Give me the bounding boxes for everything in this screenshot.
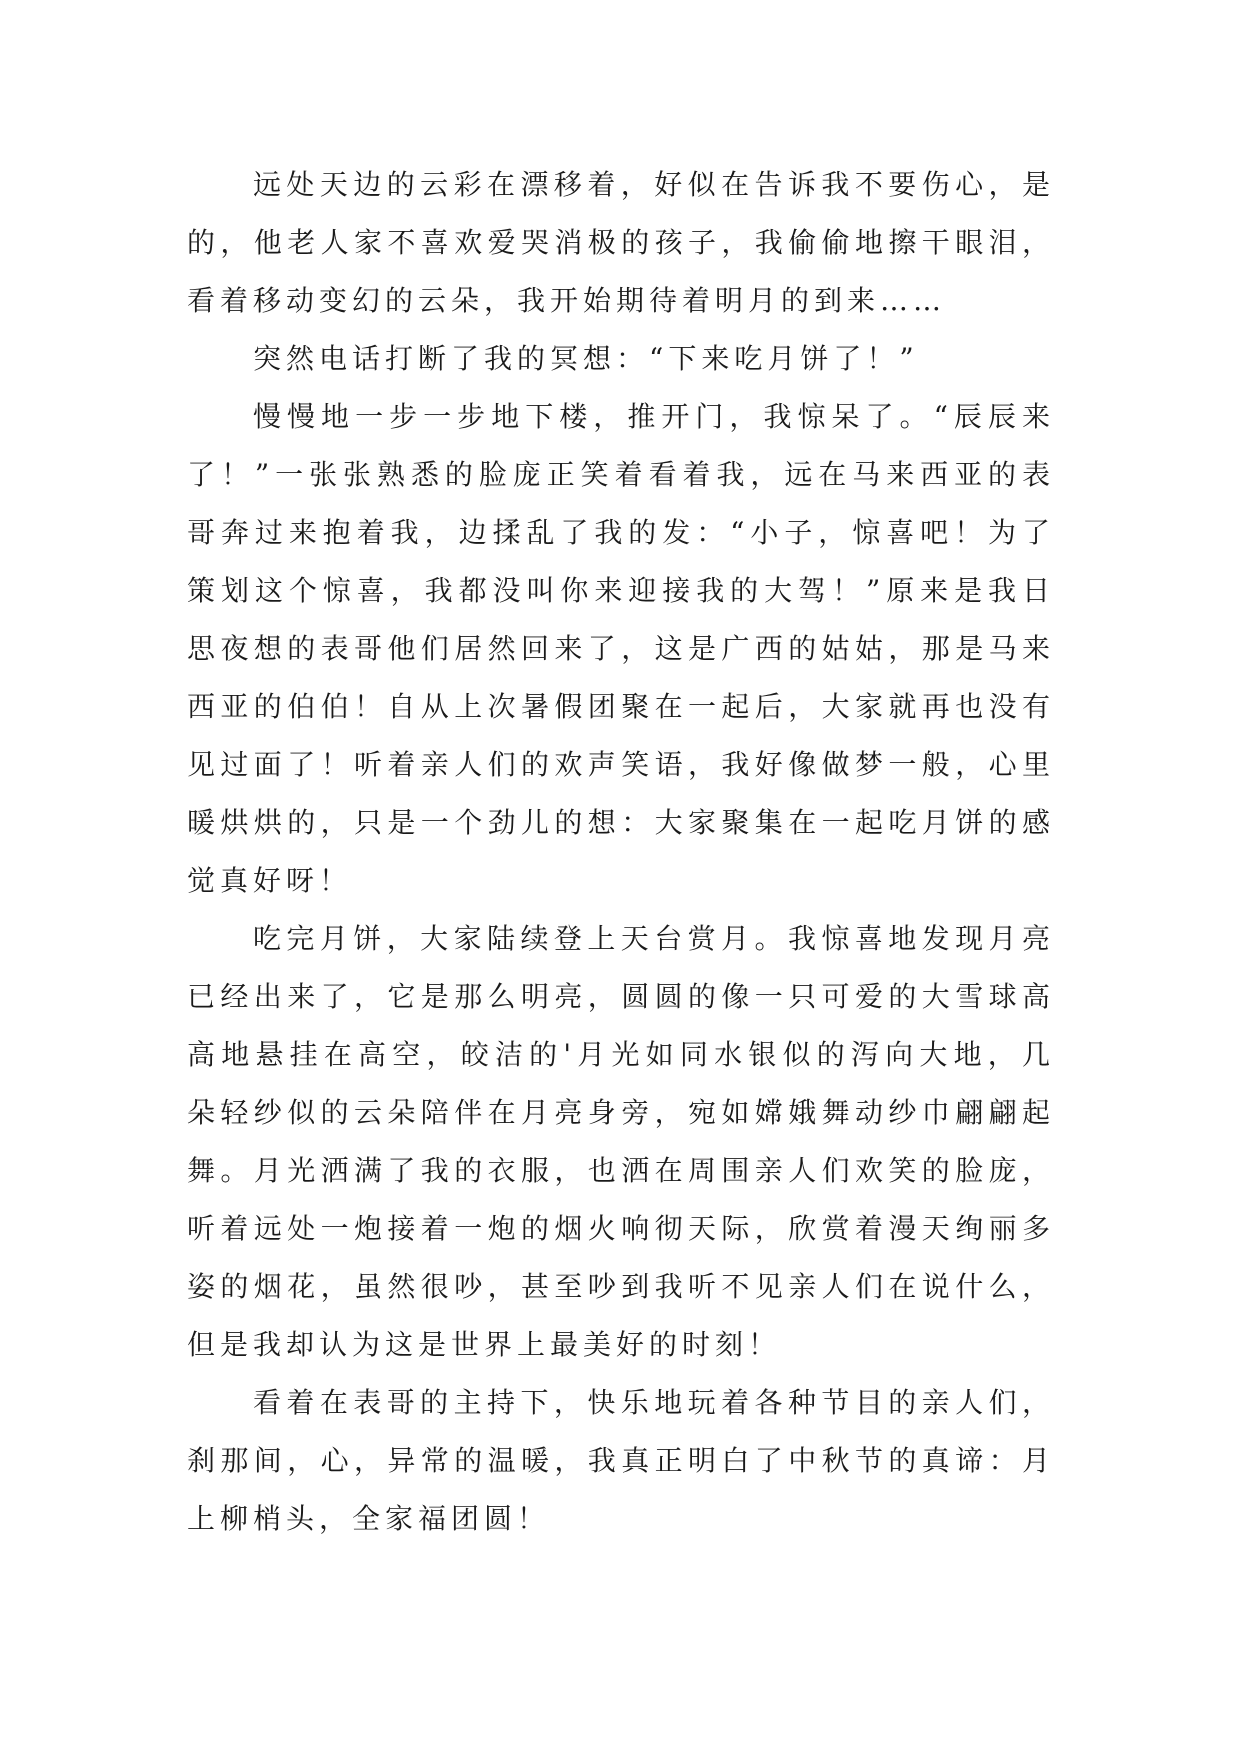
paragraph-reunion: 慢慢地一步一步地下楼，推开门，我惊呆了。“辰辰来了！”一张张熟悉的脸庞正笑着看着我，远在马来西亚的表哥奔过来抱着我，边揉乱了我的发：“小子，惊喜吧！为了策划这个惊喜，我都没叫你来迎接我的大驾！”原来是我日思夜想的表哥他们居然回来了，这是广西的姑姑，那是马来西亚的伯伯！自从上次暑假团聚在一起后，大家就再也没有见过面了！听着亲人们的欢声笑语，我好像做梦一般，心里暖烘烘的，只是一个劲儿的想：大家聚集在一起吃月饼的感觉真好呀！ <box>187 400 1055 897</box>
document-body <box>187 156 1055 1548</box>
paragraph-clouds: 远处天边的云彩在漂移着，好似在告诉我不要伤心，是的，他老人家不喜欢爱哭消极的孩子，我偷偷地擦干眼泪，看着移动变幻的云朵，我开始期待着明月的到来…… <box>187 168 1055 317</box>
paragraph-phone-call: 突然电话打断了我的冥想：“下来吃月饼了！” <box>253 342 919 375</box>
paragraph-moon-viewing: 吃完月饼，大家陆续登上天台赏月。我惊喜地发现月亮已经出来了，它是那么明亮，圆圆的像一只可爱的大雪球高高地悬挂在高空，皎洁的'月光如同水银似的泻向大地，几朵轻纱似的云朵陪伴在月亮身旁，宛如嫦娥舞动纱巾翩翩起舞。月光洒满了我的衣服，也洒在周围亲人们欢笑的脸庞，听着远处一炮接着一炮的烟火响彻天际，欣赏着漫天绚丽多姿的烟花，虽然很吵，甚至吵到我听不见亲人们在说什么，但是我却认为这是世界上最美好的时刻！ <box>187 922 1055 1361</box>
paragraph-conclusion: 看着在表哥的主持下，快乐地玩着各种节目的亲人们，刹那间，心，异常的温暖，我真正明白了中秋节的真谛：月上柳梢头，全家福团圆！ <box>187 1386 1055 1535</box>
